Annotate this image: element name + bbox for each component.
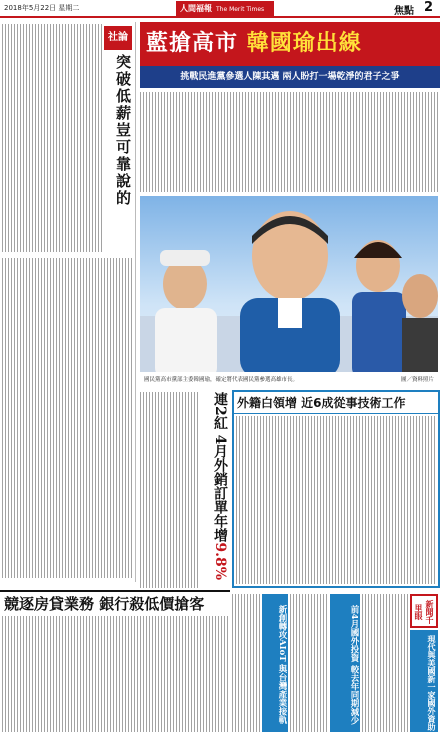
issue-date: 2018年5月22日 星期二	[4, 4, 80, 12]
headline-part-b: 韓國瑜出線	[246, 31, 362, 56]
export-headline-main: 連2紅 4月外銷訂單年增	[212, 392, 228, 543]
loan-headline: 競逐房貸業務 銀行殺低價搶客	[0, 590, 230, 614]
news-brief-text-3	[362, 594, 408, 732]
main-article-body	[140, 92, 438, 192]
news-brief-headline-b: 前4月國外投資 較去年同期減少	[330, 594, 360, 732]
editorial-body-top	[2, 24, 102, 252]
editorial-body-bottom	[2, 258, 134, 578]
loan-article-body	[2, 616, 228, 732]
newspaper-logo	[176, 1, 274, 16]
news-column-tag: 新聞千里眼	[410, 594, 438, 628]
logo-text: 人間福報	[180, 4, 212, 13]
headline-part-a: 藍搶高市	[146, 31, 239, 56]
page-number: 2	[424, 0, 434, 15]
export-headline-figure: 9.8%	[212, 542, 228, 581]
news-brief-text-2	[290, 594, 328, 732]
main-subhead: 挑戰民進黨參選人陳其邁 兩人盼打一場乾淨的君子之爭	[140, 66, 440, 88]
logo-english: The Merit Times	[216, 6, 265, 13]
news-brief-headline-c: 現代與美國新一家國外資助	[410, 630, 438, 732]
photo-caption	[140, 372, 438, 386]
editorial-tag: 社論	[104, 26, 132, 50]
news-brief-text-1	[232, 594, 260, 732]
section-name: 焦點	[394, 6, 414, 17]
candidate-photo	[140, 196, 438, 378]
whitecollar-article-body	[236, 416, 436, 584]
export-headline	[200, 392, 230, 588]
export-article-body	[140, 392, 198, 588]
editorial-title: 突破低薪豈可靠說的	[114, 54, 132, 207]
caption-text: 國民黨高市黨部主委韓國瑜，確定將代表國民黨參選高雄市長。	[144, 377, 299, 383]
news-brief-headline-a: 新創轉攻AIoT 與台灣產業接軌	[262, 594, 288, 732]
main-headline	[140, 22, 440, 66]
whitecollar-headline: 外籍白領增 近6成從事技術工作	[234, 392, 438, 414]
photo-credit: 圖／資料照片	[400, 377, 434, 383]
